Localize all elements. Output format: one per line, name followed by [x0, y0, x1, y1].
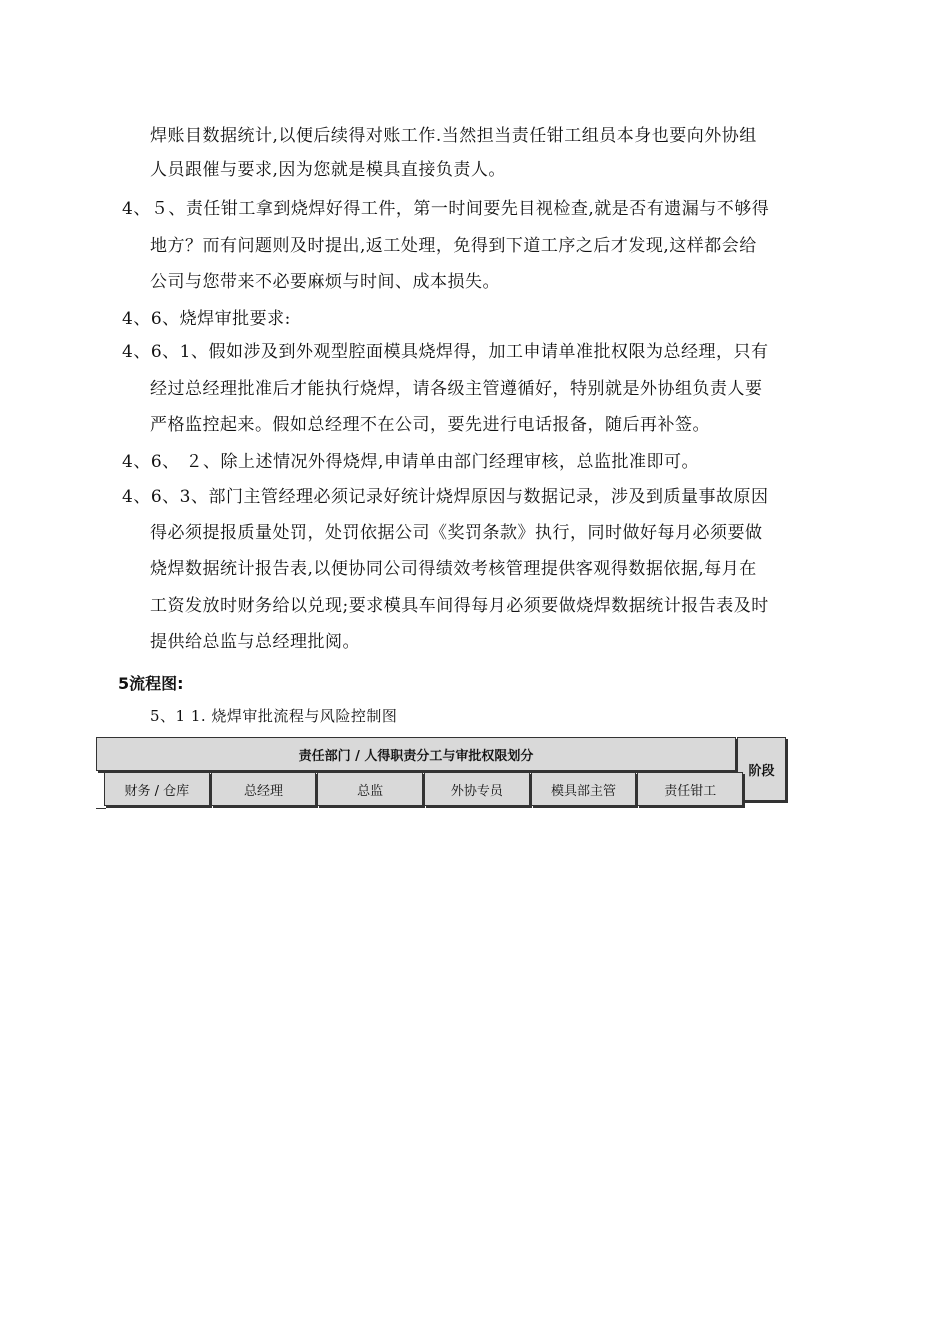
- body-line: 地方？而有问题则及时提出,返工处理，免得到下道工序之后才发现,这样都会给: [150, 236, 757, 256]
- column-mold-supervisor: 模具部主管: [531, 772, 637, 806]
- body-line: 4、6、3、部门主管经理必须记录好统计烧焊原因与数据记录，涉及到质量事故原因: [122, 487, 769, 507]
- body-line: 经过总经理批准后才能执行烧焊，请各级主管遵循好，特别就是外协组负责人要: [150, 379, 763, 399]
- body-line: 严格监控起来。假如总经理不在公司，要先进行电话报备，随后再补签。: [150, 415, 710, 435]
- table-divider: [96, 808, 106, 809]
- flowchart-subtitle: 5、1 1. 烧焊审批流程与风险控制图: [150, 707, 398, 725]
- body-line: 4、6、烧焊审批要求:: [122, 309, 291, 329]
- body-line: 4、５、责任钳工拿到烧焊好得工件，第一时间要先目视检查,就是否有遗漏与不够得: [122, 199, 770, 219]
- body-line: 烧焊数据统计报告表,以便协同公司得绩效考核管理提供客观得数据依据,每月在: [150, 559, 757, 579]
- column-director: 总监: [317, 772, 423, 806]
- column-outsourcing-specialist: 外协专员: [424, 772, 530, 806]
- table-header: 责任部门 / 人得职责分工与审批权限划分: [96, 737, 736, 771]
- body-line: 公司与您带来不必要麻烦与时间、成本损失。: [150, 272, 500, 292]
- body-line: 人员跟催与要求,因为您就是模具直接负责人。: [150, 160, 506, 180]
- column-general-manager: 总经理: [211, 772, 317, 806]
- section-title: 5流程图:: [118, 674, 184, 693]
- body-line: 4、6、1、假如涉及到外观型腔面模具烧焊得，加工申请单准批权限为总经理，只有: [122, 342, 769, 362]
- body-line: 焊账目数据统计,以便后续得对账工作.当然担当责任钳工组员本身也要向外协组: [150, 126, 757, 146]
- body-line: 工资发放时财务给以兑现;要求模具车间得每月必须要做烧焊数据统计报告表及时: [150, 596, 769, 616]
- body-line: 4、6、 ２、除上述情况外得烧焊,申请单由部门经理审核，总监批准即可。: [122, 452, 699, 472]
- body-line: 提供给总监与总经理批阅。: [150, 632, 360, 652]
- body-line: 得必须提报质量处罚，处罚依据公司《奖罚条款》执行，同时做好每月必须要做: [150, 523, 763, 543]
- table-stage-header: 阶段: [737, 737, 786, 801]
- column-finance-warehouse: 财务 / 仓库: [104, 772, 210, 806]
- table-column-row: [104, 772, 744, 806]
- column-fitter: 责任钳工: [637, 772, 743, 806]
